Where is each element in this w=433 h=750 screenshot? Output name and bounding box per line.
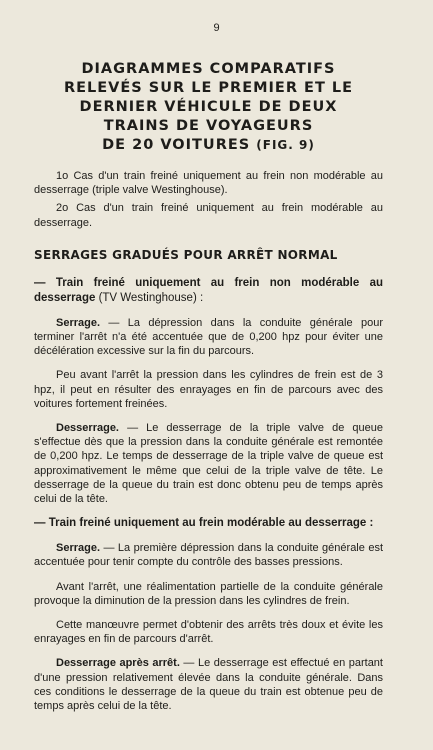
title-line: RELEVÉS SUR LE PREMIER ET LE bbox=[63, 80, 354, 96]
serrage-paragraph bbox=[34, 541, 383, 569]
section-title: SERRAGES GRADUÉS POUR ARRÊT NORMAL bbox=[34, 247, 338, 262]
manoeuvre-paragraph: Cette manœuvre permet d'obtenir des arrêts très doux et évite les enrayages en fin de parcours d'arrêt. bbox=[34, 619, 383, 646]
pressure-paragraph: Peu avant l'arrêt la pression dans les cylindres de frein est de 3 hpz, il peut en résulter des enrayages en fin de parcours avec des voitures fortement freinées. bbox=[34, 369, 383, 410]
case-item: 1o Cas d'un train freiné uniquement au frein non modérable au desserrage (triple valve Westinghouse). bbox=[34, 170, 383, 197]
paragraph-text: — La première dépression dans la conduite générale est accentuée pour tenir compte du contrôle des basses pressions. bbox=[34, 542, 383, 569]
paragraph-lead: Serrage. bbox=[56, 542, 101, 555]
paragraph-lead: Serrage. bbox=[56, 316, 101, 329]
subsection-heading bbox=[34, 516, 383, 531]
heading-dash: — bbox=[34, 517, 46, 530]
title-line: DIAGRAMMES COMPARATIFS bbox=[81, 61, 336, 77]
realimentation-paragraph: Avant l'arrêt, une réalimentation partielle de la conduite générale provoque la diminution de la pression dans les cylindres de frein. bbox=[34, 580, 383, 607]
subsection-heading-bold: Train freiné uniquement au frein non modérable au desserrage bbox=[34, 276, 383, 304]
paragraph-text: — Le desserrage est effectué en partant d'une pression relativement élevée dans la conduite générale. Dans ces conditions le desserrage de la queue du train est obtenue peu de temps après celui de la tête. bbox=[34, 657, 383, 713]
paragraph-lead: Desserrage après arrêt. bbox=[56, 657, 180, 670]
serrage-paragraph bbox=[34, 316, 383, 359]
title-line: TRAINS DE VOYAGEURS bbox=[103, 118, 314, 134]
paragraph-text: — Le desserrage de la triple valve de queue s'effectue dès que la pression dans la conduite générale est remontée de 0,200 hpz. Le temps de desserrage de la triple valve de queue est approximativement le même que celui de la triple valve de tête. Le desserrage de la queue du train est donc obtenu peu de temps après celui de la tête. bbox=[34, 422, 383, 506]
cases-list bbox=[34, 169, 383, 230]
title-line: DERNIER VÉHICULE DE DEUX bbox=[79, 99, 338, 115]
paragraph-lead: Desserrage. bbox=[56, 422, 119, 435]
subsection-heading bbox=[34, 276, 383, 306]
page-number: 9 bbox=[213, 22, 220, 34]
subsection-heading-rest: (TV Westinghouse) : bbox=[95, 291, 204, 304]
figure-reference: (FIG. 9) bbox=[256, 138, 315, 152]
heading-dash: — bbox=[34, 276, 46, 289]
desserrage-paragraph bbox=[34, 656, 383, 713]
title-line: DE 20 VOITURES bbox=[102, 137, 251, 153]
subsection-heading-bold: Train freiné uniquement au frein modérable au desserrage : bbox=[48, 517, 374, 530]
case-item: 2o Cas d'un train freiné uniquement au frein modérable au desserrage. bbox=[34, 202, 383, 229]
desserrage-paragraph bbox=[34, 421, 383, 506]
paragraph-text: — La dépression dans la conduite générale pour terminer l'arrêt n'a été accentuée que de 0,200 hpz pour éviter une décélération excessive sur la fin du parcours. bbox=[34, 316, 383, 358]
title-line-last bbox=[34, 136, 383, 155]
